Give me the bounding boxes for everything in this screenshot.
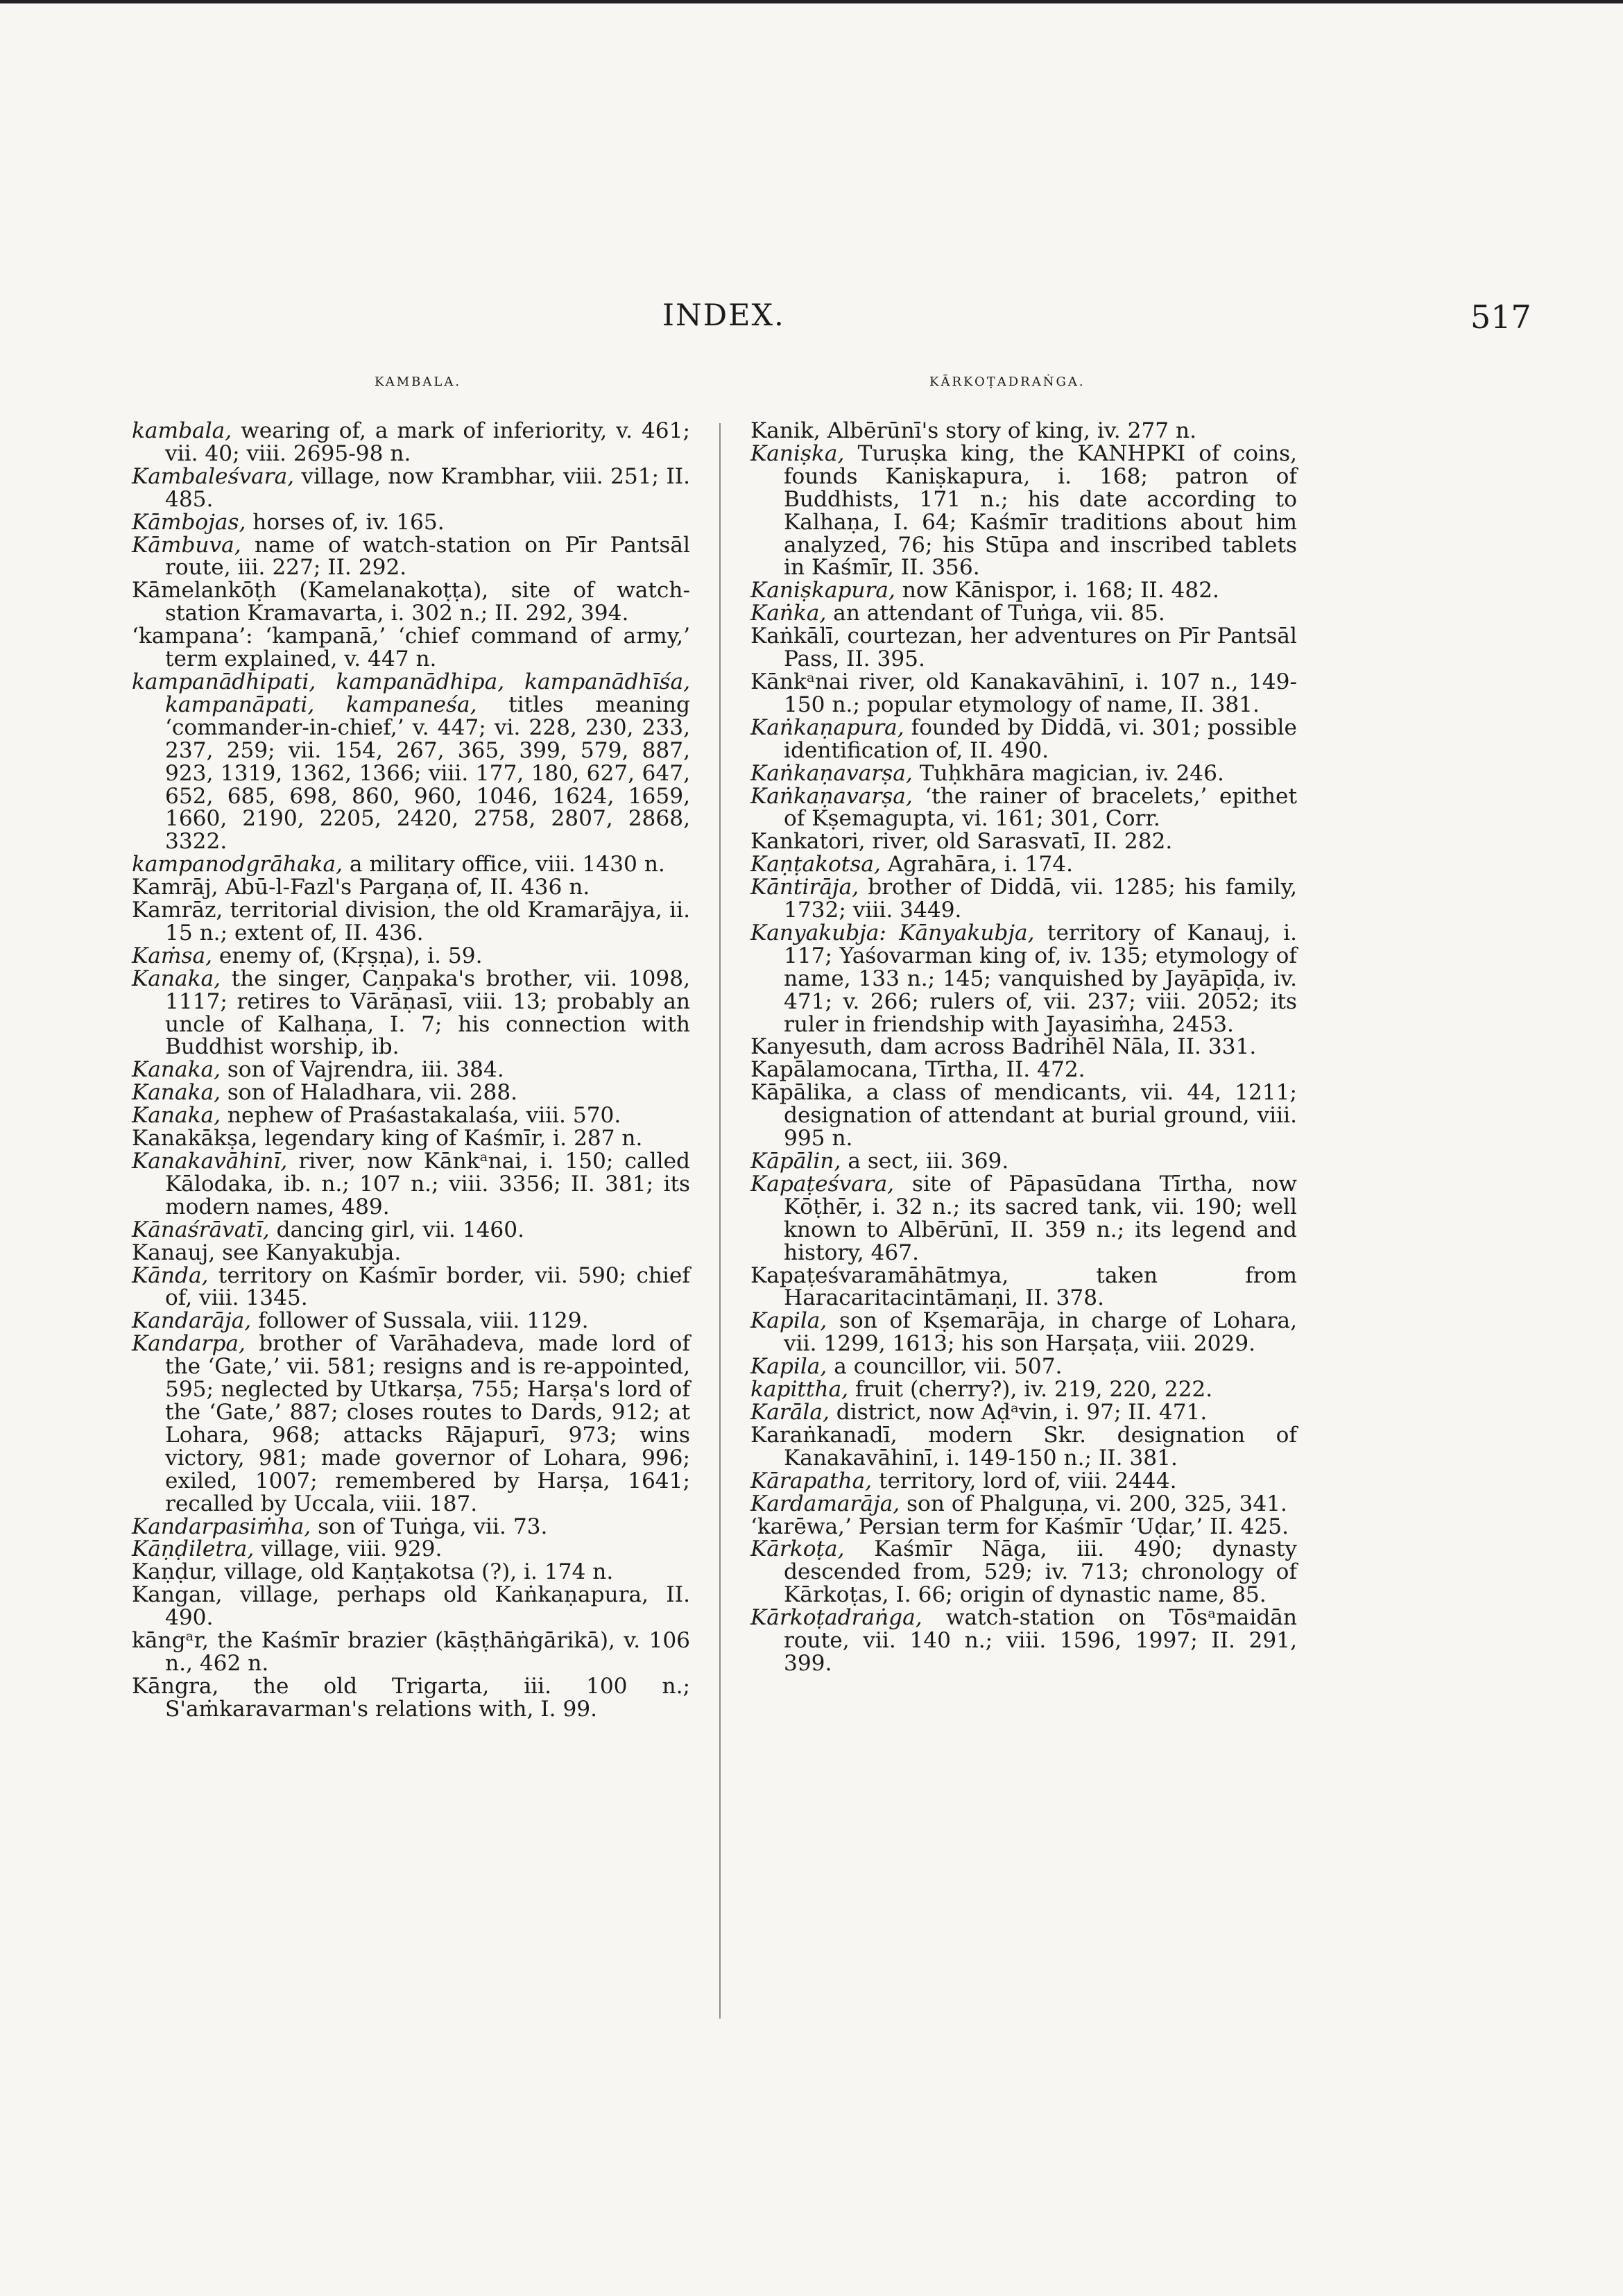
index-entry-text: Kaṇḍur, village, old Kaṇṭakotsa (?), i. 174 n. — [132, 1559, 614, 1585]
index-entry — [132, 1059, 690, 1081]
index-entry-headword: Kandarāja, — [132, 1308, 252, 1334]
index-entry — [132, 1629, 690, 1675]
index-entry — [750, 830, 1297, 853]
index-entry — [750, 1378, 1297, 1401]
index-entry-text: nephew of Praśastakalaśa, viii. 570. — [220, 1103, 621, 1129]
index-entry — [132, 899, 690, 945]
index-entry — [750, 1173, 1297, 1265]
index-entry-headword: Kambaleśvara, — [132, 463, 295, 489]
index-entry-text: district, now Aḍᵃvin, i. 97; II. 471. — [829, 1399, 1208, 1425]
index-entry — [750, 602, 1297, 625]
index-entry-text: territory, lord of, viii. 2444. — [872, 1468, 1177, 1493]
index-entry — [750, 1036, 1297, 1059]
index-entry-text: ‘the rainer of bracelets,’ epithet of Kṣemagupta, vi. 161; 301, Corr. — [784, 783, 1297, 832]
index-entry — [132, 1310, 690, 1333]
index-entry-headword: Karāla, — [750, 1399, 830, 1425]
index-entry-headword: Kārapatha, — [750, 1468, 873, 1493]
index-entry — [132, 420, 690, 465]
index-entry-text: Turuṣka king, the KANHPKI of coins, founds Kaniṣkapura, i. 168; patron of Buddhists, 171 n.; his date according to Kalhaṇa, I. 64; Kaśmīr traditions about him analyzed, 76; his Stūpa and inscribed tablets in Kaśmīr, II. 356. — [784, 440, 1297, 581]
index-entry-headword: Kanaka, — [132, 966, 221, 991]
index-entry-headword: Kaṅkaṇavarṣa, — [750, 783, 913, 809]
index-entry — [750, 1516, 1297, 1539]
index-entry — [750, 922, 1297, 1036]
index-entry-headword: Kānaśrāvatī, — [132, 1217, 270, 1242]
index-entry-text: name of watch-station on Pīr Pantsāl route, iii. 227; II. 292. — [165, 532, 690, 581]
index-entry-headword: Kaṅkaṇapura, — [750, 714, 904, 740]
index-entry-text: founded by Diddā, vi. 301; possible identification of, II. 490. — [784, 714, 1297, 763]
index-entry — [132, 1516, 690, 1539]
index-entry-headword: Kanaka, — [132, 1103, 221, 1129]
index-entry — [132, 1675, 690, 1721]
index-entry-headword: Kandarpa, — [132, 1331, 246, 1357]
index-entry-text: dancing girl, vii. 1460. — [269, 1217, 525, 1242]
index-entry-text: titles meaning ‘commander-in-chief,’ v. 447; vi. 228, 230, 233, 237, 259; vii. 154, 267, 365, 399, 579, 887, 923, 1319, 1362, 1366; viii. 177, 180, 627, 647, 652, 685, 698, 860, 960, 1046, 1624, 1659, 1660, 2190, 2205, 2420, 2758, 2807, 2868, 3322. — [165, 692, 691, 855]
index-entry-text: enemy of, (Kṛṣṇa), i. 59. — [212, 943, 483, 968]
index-entry-headword: Kandarpasiṁha, — [132, 1514, 311, 1539]
index-entry — [750, 420, 1297, 443]
index-entry — [132, 1150, 690, 1219]
index-entry-headword: Kapila, — [750, 1308, 827, 1334]
index-entry — [132, 1584, 690, 1629]
index-entry-text: Kaṅkālī, courtezan, her adventures on Pīr Pantsāl Pass, II. 395. — [750, 624, 1297, 672]
index-entry — [750, 785, 1297, 831]
index-entry-text: Agrahāra, i. 174. — [880, 852, 1073, 877]
index-entry — [132, 511, 690, 534]
index-entry — [132, 465, 690, 511]
index-entry — [750, 1538, 1297, 1607]
index-entry-headword: Kapaṭeśvara, — [750, 1171, 895, 1197]
index-entry-text: Kapaṭeśvaramāhātmya, taken from Haracaritacintāmaṇi, II. 378. — [750, 1262, 1297, 1311]
index-entry-text: territory on Kaśmīr border, vii. 590; chief of, viii. 1345. — [165, 1262, 690, 1311]
index-entry-text: Kapālamocana, Tīrtha, II. 472. — [750, 1057, 1085, 1083]
index-entry — [750, 1355, 1297, 1378]
index-entry-text: Kangan, village, perhaps old Kaṅkaṇapura, II. 490. — [132, 1582, 690, 1631]
index-entry-headword: Kaṁsa, — [132, 943, 212, 968]
index-entry — [132, 1262, 690, 1311]
index-entry — [750, 762, 1297, 785]
index-entry-headword: Kānda, — [132, 1262, 209, 1288]
running-head-left: KAMBALA. — [375, 375, 462, 389]
index-entry — [750, 671, 1297, 717]
index-entry-text: Karaṅkanadī, modern Skr. designation of Kanakavāhinī, i. 149-150 n.; II. 381. — [750, 1422, 1297, 1471]
index-entry-text: fruit (cherry?), iv. 219, 220, 222. — [848, 1377, 1213, 1403]
page-number: 517 — [1470, 298, 1531, 336]
index-entry-text: Kamrāz, territorial division, the old Kramarājya, ii. 15 n.; extent of, II. 436. — [132, 898, 690, 945]
index-entry — [132, 625, 690, 671]
index-entry-text: Kāmelankōṭh (Kamelanakoṭṭa), site of watch-station Kramavarta, i. 302 n.; II. 292, 394. — [132, 578, 690, 626]
index-entry — [750, 440, 1297, 581]
index-entry-text: kāngᵃr, the Kaśmīr brazier (kāṣṭhāṅgārikā), v. 106 n., 462 n. — [132, 1628, 690, 1676]
index-entry — [132, 853, 690, 876]
index-entry-text: brother of Varāhadeva, made lord of the ‘Gate,’ vii. 581; resigns and is re-appointed, 595; neglected by Utkarṣa, 755; Harṣa's lord of the ‘Gate,’ 887; closes routes to Dards, 912; at Lohara, 968; attacks Rājapurī, 973; wins victory, 981; made governor of Lohara, 996; exiled, 1007; remembered by Harṣa, 1641; recalled by Uccala, viii. 187. — [165, 1331, 690, 1516]
index-entry — [132, 1561, 690, 1584]
index-entry-text: Kanik, Albērūnī's story of king, iv. 277 n. — [750, 418, 1197, 443]
index-entry-text: a military office, viii. 1430 n. — [343, 852, 665, 877]
index-entry-text: son of Tuṅga, vii. 73. — [311, 1514, 548, 1539]
index-entry-text: son of Vajrendra, iii. 384. — [220, 1057, 504, 1083]
column-divider — [719, 423, 721, 2019]
index-entry — [132, 945, 690, 968]
index-entry-text: the singer, Caṇpaka's brother, vii. 1098, 1117; retires to Vārāṇasī, viii. 13; probably an uncle of Kalhaṇa, I. 7; his connection with Buddhist worship, ib. — [165, 966, 690, 1060]
index-entry — [132, 1538, 690, 1561]
index-entry-headword: Kaṅkaṇavarṣa, — [750, 760, 913, 786]
index-entry — [750, 1401, 1297, 1424]
index-entry-text: territory of Kanauj, i. 117; Yaśovarman king of, iv. 135; etymology of name, 133 n.; 145; vanquished by Jayāpīḍa, iv. 471; v. 266; rulers of, vii. 237; viii. 2052; its ruler in friendship with Jayasiṁha, 2453. — [784, 920, 1297, 1037]
index-entry-text: horses of, iv. 165. — [246, 509, 445, 535]
index-entry-text: now Kānispor, i. 168; II. 482. — [895, 578, 1219, 603]
index-entry — [750, 625, 1297, 671]
index-entry — [750, 1470, 1297, 1493]
index-entry-text: Kanakākṣa, legendary king of Kaśmīr, i. 287 n. — [132, 1126, 643, 1151]
index-entry — [750, 1262, 1297, 1311]
index-entry-headword: kapittha, — [750, 1377, 849, 1403]
index-entry-text: wearing of, a mark of inferiority, v. 461; vii. 40; viii. 2695-98 n. — [165, 418, 690, 466]
page-title: INDEX. — [662, 298, 785, 333]
index-entry-headword: Kāntirāja, — [750, 875, 859, 900]
index-entry-headword: Kārkoṭadraṅga, — [750, 1605, 922, 1631]
index-entry-headword: Kaṅka, — [750, 601, 827, 626]
index-entry — [750, 1493, 1297, 1516]
index-entry-headword: Kaniṣka, — [750, 440, 845, 466]
index-entry-headword: Kāṇḍiletra, — [132, 1536, 255, 1562]
index-entry-headword: Kāmbojas, — [132, 509, 246, 535]
index-entry-text: site of Pāpasūdana Tīrtha, now Kōṭhēr, i. 32 n.; its sacred tank, vii. 190; well known to Albērūnī, II. 359 n.; its legend and history, 467. — [784, 1171, 1297, 1265]
index-entry-text: an attendant of Tuṅga, vii. 85. — [826, 601, 1165, 626]
index-entry — [132, 968, 690, 1059]
index-entry-headword: Kaniṣkapura, — [750, 578, 895, 603]
index-entry — [750, 1150, 1297, 1173]
index-column-right — [750, 420, 1297, 1675]
index-entry — [750, 1081, 1297, 1150]
index-entry-headword: Kanaka, — [132, 1080, 221, 1106]
index-entry-text: Kanauj, see Kanyakubja. — [132, 1240, 402, 1265]
index-entry — [132, 1242, 690, 1265]
index-entry-text: a councillor, vii. 507. — [827, 1354, 1063, 1380]
index-entry-text: Kanyesuth, dam across Badrihēl Nāla, II. 331. — [750, 1034, 1257, 1060]
index-entry — [132, 876, 690, 899]
index-entry-headword: Kāmbuva, — [132, 532, 241, 558]
index-entry-headword: kampanādhipati, kampanādhipa, kampanādhīśa, kampanāpati, kampaneśa, — [132, 669, 690, 717]
index-entry-text: son of Phalguṇa, vi. 200, 325, 341. — [900, 1491, 1287, 1516]
page-top-border — [0, 0, 1623, 3]
index-entry — [750, 1607, 1297, 1675]
running-head-right: KĀRKOṬADRAṄGA. — [929, 375, 1085, 389]
index-entry-text: brother of Diddā, vii. 1285; his family, 1732; viii. 3449. — [784, 875, 1297, 923]
index-entry-text: ‘karēwa,’ Persian term for Kaśmīr ‘Uḍar,’ II. 425. — [750, 1514, 1289, 1539]
index-entry-text: river, now Kānkᵃnai, i. 150; called Kālodaka, ib. n.; 107 n.; viii. 3356; II. 381; its modern names, 489. — [165, 1149, 690, 1219]
index-entry-text: follower of Sussala, viii. 1129. — [251, 1308, 589, 1334]
index-entry-text: Kankatori, river, old Sarasvatī, II. 282. — [750, 829, 1173, 855]
index-entry-text: Kamrāj, Abū-l-Fazl's Pargaṇa of, II. 436 n. — [132, 875, 590, 900]
index-entry — [750, 1059, 1297, 1081]
index-entry — [132, 1127, 690, 1150]
index-entry-text: village, now Krambhar, viii. 251; II. 485. — [165, 463, 690, 512]
index-entry — [750, 714, 1297, 763]
index-entry-text: Kāpālika, a class of mendicants, vii. 44, 1211; designation of attendant at burial ground, viii. 995 n. — [750, 1080, 1297, 1151]
index-entry — [132, 1219, 690, 1242]
index-entry — [132, 534, 690, 580]
index-entry-headword: kambala, — [132, 418, 232, 443]
index-entry-headword: Kāpālin, — [750, 1149, 841, 1174]
index-entry — [132, 1333, 690, 1515]
index-column-left — [132, 420, 690, 1721]
index-entry-text: son of Kṣemarāja, in charge of Lohara, vii. 1299, 1613; his son Harṣaṭa, viii. 2029. — [784, 1308, 1297, 1357]
index-entry-text: village, viii. 929. — [254, 1536, 443, 1562]
index-entry-text: Kāngra, the old Trigarta, iii. 100 n.; S'aṁkaravarman's relations with, I. 99. — [132, 1673, 690, 1722]
index-entry-text: son of Haladhara, vii. 288. — [220, 1080, 518, 1106]
index-entry-headword: Kanyakubja: Kānyakubja, — [750, 920, 1035, 945]
page-header — [0, 298, 1623, 347]
index-entry-text: Kaśmīr Nāga, iii. 490; dynasty descended from, 529; iv. 713; chronology of Kārkoṭas, I. 66; origin of dynastic name, 85. — [784, 1536, 1297, 1608]
index-entry — [132, 1081, 690, 1104]
index-entry-headword: Kapila, — [750, 1354, 827, 1380]
index-entry — [750, 579, 1297, 602]
index-entry-headword: Kaṇṭakotsa, — [750, 852, 881, 877]
index-entry-headword: kampanodgrāhaka, — [132, 852, 343, 877]
index-entry-headword: Kanaka, — [132, 1057, 221, 1083]
index-entry-text: ‘kampana’: ‘kampanā,’ ‘chief command of army,’ term explained, v. 447 n. — [132, 624, 690, 672]
index-entry — [750, 876, 1297, 922]
index-entry-text: a sect, iii. 369. — [841, 1149, 1009, 1174]
index-entry — [750, 853, 1297, 876]
index-entry — [750, 1424, 1297, 1470]
index-entry-headword: Kardamarāja, — [750, 1491, 900, 1516]
index-entry — [132, 671, 690, 853]
index-entry — [132, 1104, 690, 1127]
index-entry-text: watch-station on Tōsᵃmaidān route, vii. 140 n.; viii. 1596, 1997; II. 291, 399. — [784, 1605, 1297, 1676]
index-entry-text: Tuḥkhāra magician, iv. 246. — [912, 760, 1224, 786]
index-entry-text: Kānkᵃnai river, old Kanakavāhinī, i. 107 n., 149-150 n.; popular etymology of name, II. 381. — [750, 669, 1297, 717]
index-entry — [132, 579, 690, 625]
index-entry-headword: Kanakavāhinī, — [132, 1149, 288, 1174]
index-entry-headword: Kārkoṭa, — [750, 1536, 845, 1562]
index-entry — [750, 1310, 1297, 1355]
